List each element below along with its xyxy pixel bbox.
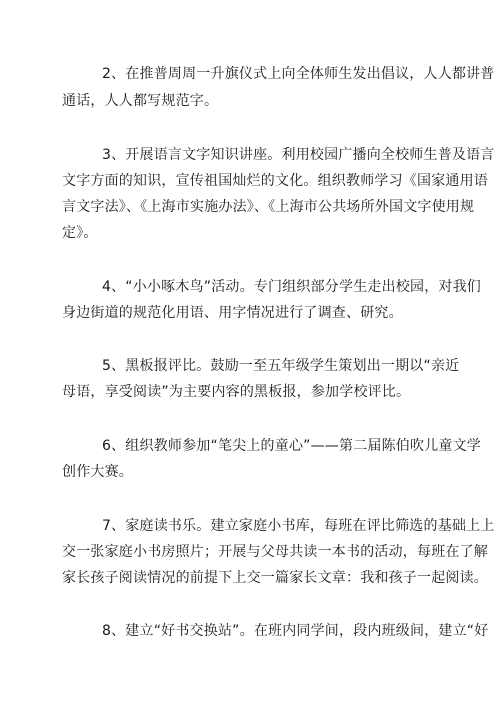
paragraph-line: 母语，享受阅读”为主要内容的黑板报，参加学校评比。	[62, 384, 411, 400]
paragraph-line: 7、家庭读书乐。建立家庭小书库，每班在评比筛选的基础上上	[102, 518, 495, 534]
paragraph-line: 通话，人人都写规范字。	[62, 93, 219, 109]
paragraph-line: 定》。	[62, 225, 98, 241]
paragraph-line: 3、开展语言文字知识讲座。利用校园广播向全校师生普及语言	[102, 147, 495, 163]
paragraph-line: 文字方面的知识，宣传祖国灿烂的文化。组织教师学习《国家通用语	[62, 173, 488, 189]
paragraph-line: 5、黑板报评比。鼓励一至五年级学生策划出一期以“亲近	[102, 358, 460, 374]
paragraph-line: 家长孩子阅读情况的前提下上交一篇家长文章：我和孩子一起阅读。	[62, 570, 488, 586]
paragraph-line: 交一张家庭小书房照片；开展与父母共读一本书的活动，每班在了解	[62, 544, 488, 560]
paragraph-line: 言文字法》、《上海市实施办法》、《上海市公共场所外国文字使用规	[62, 199, 475, 215]
paragraph-line: 身边街道的规范化用语、用字情况进行了调查、研究。	[62, 305, 403, 321]
paragraph-line: 2、在推普周周一升旗仪式上向全体师生发出倡议，人人都讲普	[102, 66, 495, 82]
paragraph-line: 创作大赛。	[62, 464, 133, 480]
paragraph-line: 4、“小小啄木鸟”活动。专门组织部分学生走出校园，对我们	[102, 279, 482, 295]
paragraph-line: 8、建立“好书交换站”。在班内同学间，段内班级间，建立“好	[102, 623, 489, 639]
paragraph-line: 6、组织教师参加“笔尖上的童心”——第二届陈伯吹儿童文学	[102, 438, 482, 454]
